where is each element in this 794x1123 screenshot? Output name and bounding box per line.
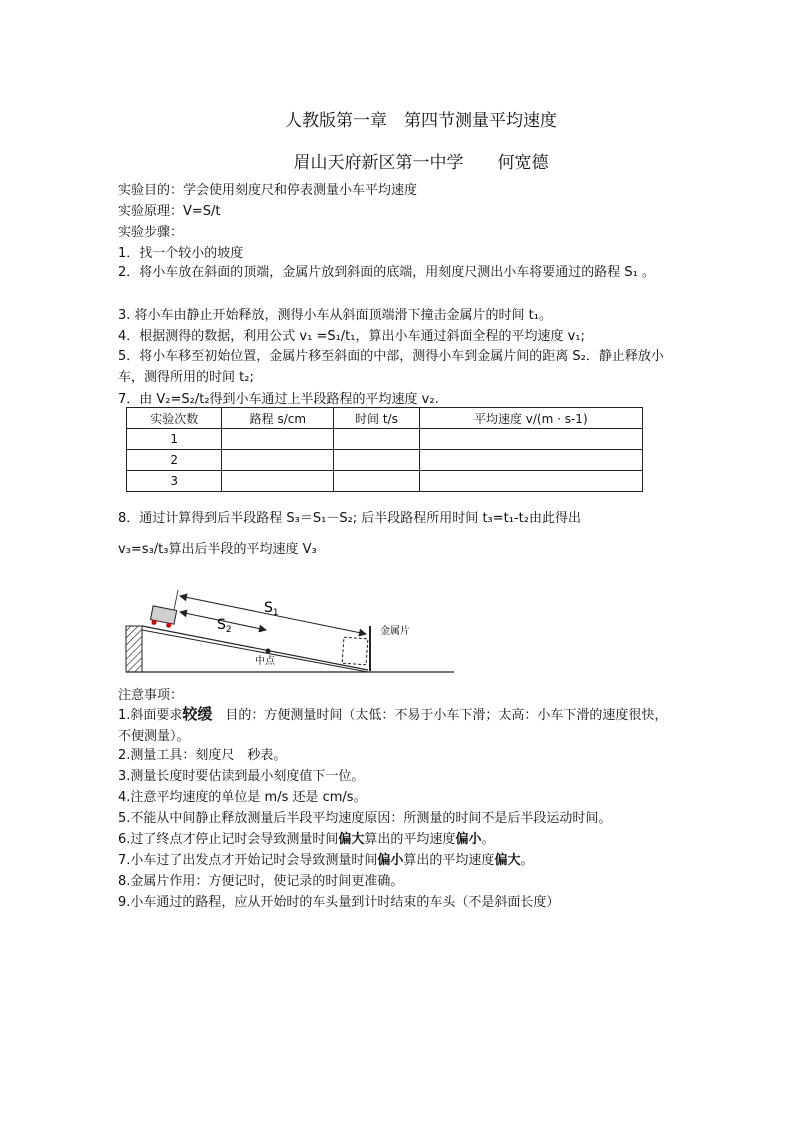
table-cell xyxy=(334,429,419,450)
s2-label: $S_2$ xyxy=(217,617,232,635)
note-6-b: 偏大 xyxy=(338,832,365,847)
data-table xyxy=(126,407,643,492)
step-2: 2．将小车放在斜面的顶端，金属片放到斜面的底端，用刻度尺测出小车将要通过的路程 S₁ 。 xyxy=(118,265,655,280)
step-8-formula: v₃=s₃/t₃算出后半段的平均速度 V₃ xyxy=(118,542,317,557)
note-9: 9.小车通过的路程，应从开始时的车头量到计时结束的车头（不是斜面长度） xyxy=(118,895,560,910)
note-6-a: 6.过了终点才停止记时会导致测量时间 xyxy=(118,832,339,847)
notes-heading: 注意事项： xyxy=(118,688,184,703)
note-3: 3.测量长度时要估读到最小刻度值下一位。 xyxy=(118,769,365,784)
table-header-cell: 实验次数 xyxy=(127,408,222,429)
note-6-c: 算出的平均速度 xyxy=(364,832,456,847)
purpose-line: 实验目的：学会使用刻度尺和停表测量小车平均速度 xyxy=(118,183,418,198)
note-4: 4.注意平均速度的单位是 m/s 还是 cm/s。 xyxy=(118,790,367,805)
table-header-cell: 平均速度 v/(m · s-1) xyxy=(419,408,642,429)
note-7-d: 偏大 xyxy=(494,853,521,868)
page-title: 人教版第一章 第四节测量平均速度 xyxy=(285,111,557,131)
cart-icon xyxy=(150,606,177,629)
s1-label: $S_1$ xyxy=(264,600,279,618)
table-row xyxy=(127,429,643,450)
table-cell xyxy=(419,471,642,492)
principle-line: 实验原理：V=S/t xyxy=(118,204,221,219)
author-line: 眉山天府新区第一中学 何宽德 xyxy=(293,153,549,173)
note-7-b: 偏小 xyxy=(377,853,404,868)
table-cell xyxy=(334,450,419,471)
note-7-e: 。 xyxy=(520,853,534,868)
note-1-post: 目的：方便测量时间（太低：不易于小车下滑；太高：小车下滑的速度很快，不便测量）。 xyxy=(118,708,668,744)
step-3: 3. 将小车由静止开始释放，测得小车从斜面顶端滑下撞击金属片的时间 t₁。 xyxy=(118,308,552,323)
note-7-c: 算出的平均速度 xyxy=(403,853,495,868)
note-6 xyxy=(118,830,494,849)
table-cell xyxy=(222,450,334,471)
incline-diagram xyxy=(118,582,458,682)
note-5: 5.不能从中间静止释放测量后半段平均速度原因：所测量的时间不是后半段运动时间。 xyxy=(118,811,612,826)
table-header-cell: 路程 s/cm xyxy=(222,408,334,429)
midpoint-dot xyxy=(266,649,271,654)
note-6-e: 。 xyxy=(481,832,495,847)
support-block xyxy=(126,626,142,672)
step-8: 8．通过计算得到后半段路程 S₃＝S₁－S₂; 后半段路程所用时间 t₃=t₁-t₂由此得出 xyxy=(118,511,581,526)
step-5: 5．将小车移至初始位置，金属片移至斜面的中部，测得小车到金属片间的距离 S₂．静止释放小车，测得所用的时间 t₂; xyxy=(118,349,664,385)
note-7 xyxy=(118,851,533,870)
note-1 xyxy=(118,704,678,747)
table-cell xyxy=(334,471,419,492)
table-cell: 2 xyxy=(127,450,222,471)
note-2: 2.测量工具：刻度尺 秒表。 xyxy=(118,748,287,763)
cart-end-outline xyxy=(342,637,368,665)
table-cell: 1 xyxy=(127,429,222,450)
table-row xyxy=(127,471,643,492)
note-8: 8.金属片作用：方便记时，使记录的时间更准确。 xyxy=(118,874,404,889)
table-cell xyxy=(419,429,642,450)
note-7-a: 7.小车过了出发点才开始记时会导致测量时间 xyxy=(118,853,378,868)
step-7: 7．由 V₂=S₂/t₂得到小车通过上半段路程的平均速度 v₂. xyxy=(118,392,439,407)
table-cell xyxy=(419,450,642,471)
table-header-cell: 时间 t/s xyxy=(334,408,419,429)
note-1-pre: 1.斜面要求 xyxy=(118,708,183,723)
step-1: 1．找一个较小的坡度 xyxy=(118,246,244,261)
midpoint-label: 中点 xyxy=(255,656,275,667)
note-6-d: 偏小 xyxy=(455,832,482,847)
table-cell: 3 xyxy=(127,471,222,492)
steps-heading: 实验步骤： xyxy=(118,225,184,240)
note-1-bold: 较缓 xyxy=(182,705,213,723)
table-header-row xyxy=(127,408,643,429)
table-cell xyxy=(222,471,334,492)
table-row xyxy=(127,450,643,471)
metal-label: 金属片 xyxy=(380,626,410,637)
table-cell xyxy=(222,429,334,450)
step-4: 4．根据测得的数据，利用公式 v₁ =S₁/t₁，算出小车通过斜面全程的平均速度 v₁; xyxy=(118,329,585,344)
s1-tick xyxy=(174,590,178,610)
